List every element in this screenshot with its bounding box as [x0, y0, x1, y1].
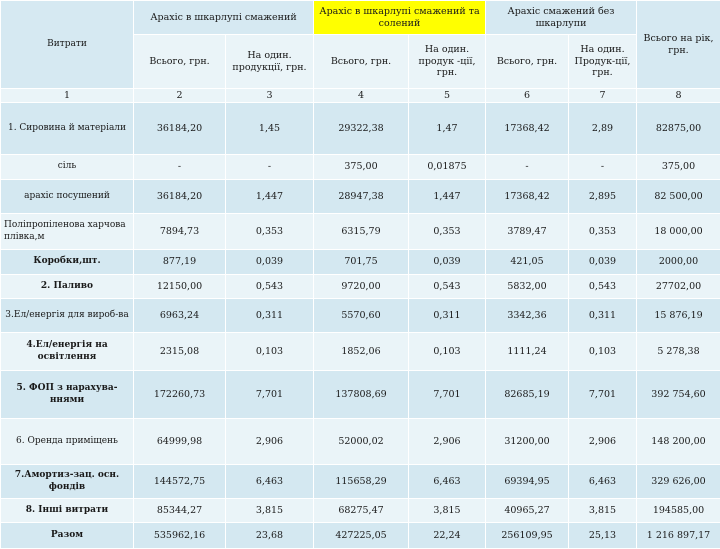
value-cell: 3342,36 [486, 299, 569, 333]
value-cell: 9720,00 [314, 275, 409, 299]
value-cell: 82 500,00 [637, 180, 720, 214]
value-cell: 29322,38 [314, 103, 409, 155]
value-cell: 5 278,38 [637, 333, 720, 371]
value-cell: 6,463 [409, 465, 486, 499]
value-cell: 0,353 [226, 214, 314, 250]
subheader-per-unit: На один. продукції, грн. [226, 35, 314, 89]
value-cell: 144572,75 [134, 465, 226, 499]
value-cell: 0,311 [226, 299, 314, 333]
costs-header: Витрати [1, 1, 134, 89]
value-cell: 0,353 [569, 214, 637, 250]
value-cell: 6315,79 [314, 214, 409, 250]
row-label: арахіс посушений [1, 180, 134, 214]
value-cell: 6963,24 [134, 299, 226, 333]
value-cell: 25,13 [569, 523, 637, 549]
table-row [1, 103, 720, 155]
value-cell: 3,815 [409, 499, 486, 523]
value-cell: 115658,29 [314, 465, 409, 499]
value-cell: 17368,42 [486, 180, 569, 214]
value-cell: 7,701 [226, 371, 314, 419]
row-label: 4.Ел/енергія на освітлення [1, 333, 134, 371]
value-cell: 0,01875 [409, 155, 486, 180]
value-cell: 64999,98 [134, 419, 226, 465]
value-cell: - [486, 155, 569, 180]
row-label: Поліпропіленова харчова плівка,м [1, 214, 134, 250]
value-cell: 2,906 [409, 419, 486, 465]
value-cell: 15 876,19 [637, 299, 720, 333]
row-label: 6. Оренда приміщень [1, 419, 134, 465]
value-cell: 22,24 [409, 523, 486, 549]
table-row [1, 419, 720, 465]
value-cell: 877,19 [134, 250, 226, 275]
value-cell: 392 754,60 [637, 371, 720, 419]
value-cell: 701,75 [314, 250, 409, 275]
index-cell: 7 [569, 89, 637, 103]
value-cell: 5570,60 [314, 299, 409, 333]
table-row [1, 275, 720, 299]
index-cell: 2 [134, 89, 226, 103]
index-cell: 4 [314, 89, 409, 103]
value-cell: 7,701 [409, 371, 486, 419]
value-cell: 0,039 [226, 250, 314, 275]
group-header-no-shell: Арахіс смажений без шкарлупи [486, 1, 637, 35]
value-cell: 7894,73 [134, 214, 226, 250]
value-cell: 40965,27 [486, 499, 569, 523]
group-header-spiced-salted: Арахіс в шкарлупі смажений та солений [314, 1, 486, 35]
index-cell: 1 [1, 89, 134, 103]
value-cell: 6,463 [569, 465, 637, 499]
value-cell: - [226, 155, 314, 180]
row-label: 8. Інші витрати [1, 499, 134, 523]
subheader-per-unit: На один. Продук-ції, грн. [569, 35, 637, 89]
index-cell: 3 [226, 89, 314, 103]
value-cell: 3,815 [569, 499, 637, 523]
value-cell: 82875,00 [637, 103, 720, 155]
index-cell: 5 [409, 89, 486, 103]
value-cell: 172260,73 [134, 371, 226, 419]
value-cell: 1852,06 [314, 333, 409, 371]
value-cell: 23,68 [226, 523, 314, 549]
value-cell: - [134, 155, 226, 180]
subheader-total: Всього, грн. [486, 35, 569, 89]
row-label: 2. Паливо [1, 275, 134, 299]
value-cell: 36184,20 [134, 180, 226, 214]
value-cell: 12150,00 [134, 275, 226, 299]
table-row [1, 299, 720, 333]
table-row [1, 250, 720, 275]
value-cell: 2,895 [569, 180, 637, 214]
value-cell: 52000,02 [314, 419, 409, 465]
value-cell: 31200,00 [486, 419, 569, 465]
value-cell: 69394,95 [486, 465, 569, 499]
value-cell: 1111,24 [486, 333, 569, 371]
value-cell: 6,463 [226, 465, 314, 499]
value-cell: 0,103 [226, 333, 314, 371]
value-cell: 7,701 [569, 371, 637, 419]
value-cell: 148 200,00 [637, 419, 720, 465]
value-cell: 28947,38 [314, 180, 409, 214]
table-row [1, 523, 720, 549]
value-cell: 2,906 [569, 419, 637, 465]
value-cell: 1 216 897,17 [637, 523, 720, 549]
value-cell: 137808,69 [314, 371, 409, 419]
value-cell: 2315,08 [134, 333, 226, 371]
table-row [1, 371, 720, 419]
row-label: 1. Сировина й матеріали [1, 103, 134, 155]
value-cell: 2,906 [226, 419, 314, 465]
subheader-total: Всього, грн. [314, 35, 409, 89]
index-cell: 8 [637, 89, 720, 103]
value-cell: 0,353 [409, 214, 486, 250]
value-cell: 421,05 [486, 250, 569, 275]
value-cell: 256109,95 [486, 523, 569, 549]
value-cell: 68275,47 [314, 499, 409, 523]
row-label: сіль [1, 155, 134, 180]
table-row [1, 214, 720, 250]
value-cell: 82685,19 [486, 371, 569, 419]
value-cell: 0,103 [409, 333, 486, 371]
value-cell: 0,543 [409, 275, 486, 299]
value-cell: 0,311 [569, 299, 637, 333]
value-cell: 1,47 [409, 103, 486, 155]
value-cell: 27702,00 [637, 275, 720, 299]
row-label: Разом [1, 523, 134, 549]
value-cell: 3789,47 [486, 214, 569, 250]
value-cell: 85344,27 [134, 499, 226, 523]
subheader-per-unit: На один. продук -ції, грн. [409, 35, 486, 89]
value-cell: 375,00 [637, 155, 720, 180]
table-body [1, 103, 720, 549]
value-cell: - [569, 155, 637, 180]
value-cell: 36184,20 [134, 103, 226, 155]
value-cell: 0,039 [409, 250, 486, 275]
value-cell: 0,311 [409, 299, 486, 333]
row-label: Коробки,шт. [1, 250, 134, 275]
value-cell: 329 626,00 [637, 465, 720, 499]
value-cell: 0,543 [226, 275, 314, 299]
value-cell: 0,039 [569, 250, 637, 275]
row-label: 7.Амортиз-зац. осн. фондів [1, 465, 134, 499]
group-header-spiced: Арахіс в шкарлупі смажений [134, 1, 314, 35]
value-cell: 194585,00 [637, 499, 720, 523]
value-cell: 535962,16 [134, 523, 226, 549]
value-cell: 0,543 [569, 275, 637, 299]
value-cell: 2,89 [569, 103, 637, 155]
row-label: 3.Ел/енергія для вироб-ва [1, 299, 134, 333]
row-label: 5. ФОП з нарахува-ннями [1, 371, 134, 419]
table-row [1, 499, 720, 523]
value-cell: 3,815 [226, 499, 314, 523]
value-cell: 2000,00 [637, 250, 720, 275]
table-row [1, 180, 720, 214]
value-cell: 375,00 [314, 155, 409, 180]
subheader-total: Всього, грн. [134, 35, 226, 89]
value-cell: 18 000,00 [637, 214, 720, 250]
value-cell: 1,447 [409, 180, 486, 214]
value-cell: 5832,00 [486, 275, 569, 299]
table-row [1, 333, 720, 371]
value-cell: 0,103 [569, 333, 637, 371]
value-cell: 1,447 [226, 180, 314, 214]
group-header-total-year: Всього на рік, грн. [637, 1, 720, 89]
value-cell: 1,45 [226, 103, 314, 155]
value-cell: 427225,05 [314, 523, 409, 549]
table-row [1, 155, 720, 180]
value-cell: 17368,42 [486, 103, 569, 155]
table-row [1, 465, 720, 499]
index-cell: 6 [486, 89, 569, 103]
